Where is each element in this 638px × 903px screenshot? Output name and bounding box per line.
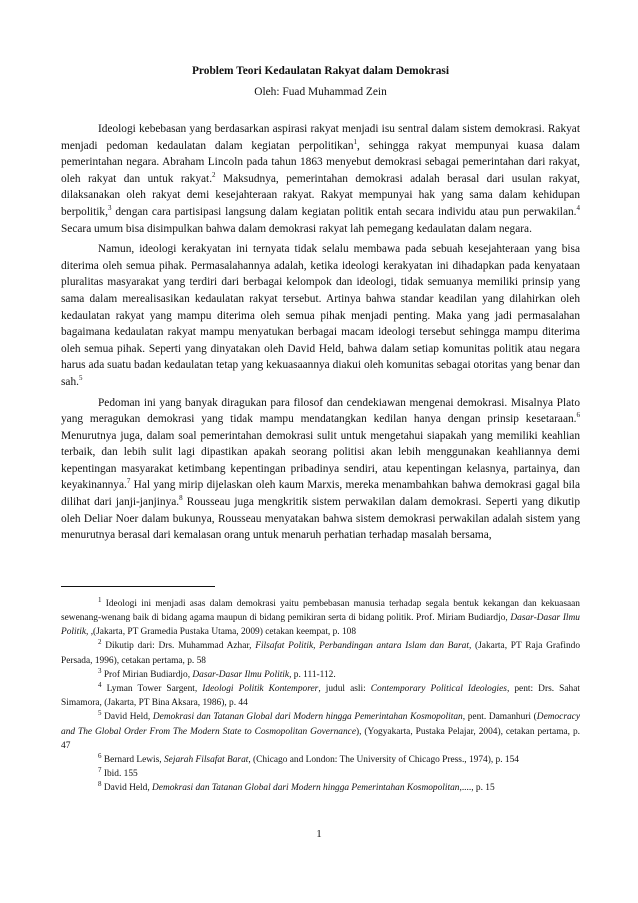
footnote-marker: 3 <box>98 666 102 675</box>
footnote-marker: 1 <box>98 595 102 604</box>
document-page <box>61 64 580 796</box>
footnote-marker: 7 <box>126 477 131 486</box>
page-number: 1 <box>316 828 322 840</box>
footnote: $^6$ Bernard Lewis, Sejarah Filsafat Barat, (Chicago and London: The University of Chicago Press., 1974), p. 154 <box>98 751 519 766</box>
cited-title: Demokrasi dan Tatanan Global dari Modern hingga Pemerintahan Kosmopolitan <box>152 783 460 794</box>
paragraph: Namun, ideologi kerakyatan ini ternyata tidak selalu membawa pada sebuah kesejahteraan yang bisa diterima oleh semua pihak. Permasalahannya adalah, ketika ideologi kerakyatan ini dihadapkan pada kenyataan pluralitas masyarakat yang terdiri dari berbagai kelompok dan ideologi, tidak semuanya memiliki prinsip yang sama dalam merealisasikan kedaulatan rakyat tersebut. Artinya bahwa standar keadilan yang dilahirkan oleh kedaulatan rakyat yang mampu diterima oleh semua pihak menjadi penting. Maka yang jadi permasalahan bagaimana kedaulatan rakyat mampu menyatukan berbagai macam ideologi tersebut sehingga mampu diterima oleh semua pihak. Seperti yang dinyatakan oleh David Held, bahwa dalam setiap komunitas politik atau negara harus ada suatu badan kedaulatan tetap yang kekuasaannya diakui oleh komunitas sebagai otoritas yang benar dan sah.$^5$ <box>61 243 580 388</box>
footnotes <box>61 597 580 796</box>
footnote-marker: 5 <box>78 374 83 383</box>
footnote-marker: 6 <box>576 411 580 420</box>
footnote-marker: 4 <box>98 680 102 689</box>
footnote: $^8$ David Held, Demokrasi dan Tatanan Global dari Modern hingga Pemerintahan Kosmopolitan,...., p. 15 <box>98 780 495 794</box>
footnote: $^4$ Lyman Tower Sargent, Ideologi Politik Kontemporer, judul asli: Contemporary Political Ideologies, pent: Drs. Sahat Simamora, (Jakarta, PT Bina Aksara, 1986), p. 44 <box>61 680 580 709</box>
footnote-marker: 3 <box>107 204 112 213</box>
footnote: $^5$ David Held, Demokrasi dan Tatanan Global dari Modern hingga Pemerintahan Kosmopolitan, pent. Damanhuri (Democracy and The Global Order From The Modern State to Cosmopolitan Governance), (Yogyakarta, Pustaka Pelajar, 2004), cetakan pertama, p. 47 <box>61 709 581 751</box>
cited-title: Dasar-Dasar Ilmu Politik <box>61 613 580 638</box>
footnote-divider <box>61 586 215 587</box>
paragraph: Pedoman ini yang banyak diragukan para filosof dan cendekiawan mengenai demokrasi. Misalnya Plato yang meragukan demokrasi yang tidak mampu mendatangkan kedilan hanya dengan prinsip kesetaraan.$^6$ Menurutnya juga, dalam soal pemerintahan demokrasi sulit untuk mengetahui siapakah yang memiliki keahlian terbaik, dan lebih sulit lagi dipastikan apakah seorang politisi akan lebih menggunakan keahliannya demi kepentingan masyarakat ketimbang kepentingan pribadinya sendiri, atau kepentingan kelasnya, partainya, dan keyakinannya.$^7$ Hal yang mirip dijelaskan oleh kaum Marxis, mereka menambahkan bahwa demokrasi gagal bila dilihat dari janji-janjinya.$^8$ Rousseau juga mengkritik sistem perwakilan dalam demokrasi. Seperti yang dikutip oleh Deliar Noer dalam bukunya, Rousseau menyatakan bahwa sistem demokrasi perwakilan adalah sistem yang menurutnya berasal dari kemalasan orang untuk menaruh perhatian terhadap masalah bersama, <box>61 396 581 542</box>
footnote-marker: 1 <box>353 137 358 146</box>
footnote-marker: 2 <box>212 171 216 179</box>
footnote: $^7$ Ibid. 155 <box>98 766 138 780</box>
cited-title: Contemporary Political Ideologies <box>370 684 507 695</box>
cited-title: Sejarah Filsafat Barat <box>163 755 249 766</box>
footnote: $^2$ Dikutip dari: Drs. Muhammad Azhar, Filsafat Politik, Perbandingan antara Islam dan Barat, (Jakarta, PT Raja Grafindo Persada, 1996), cetakan pertama, p. 58 <box>61 638 581 666</box>
cited-title: Democracy and The Global Order From The Modern State to Cosmopolitan Governance <box>61 712 581 737</box>
document-title: Problem Teori Kedaulatan Rakyat dalam Demokrasi <box>191 65 450 77</box>
cited-title: Filsafat Politik, Perbandingan antara Islam dan Barat <box>255 641 469 652</box>
footnote: $^1$ Ideologi ini menjadi asas dalam demokrasi yaitu pembebasan manusia terhadap segala bentuk kekangan dan kekuasaan sewenang-wenang baik di bidang agama maupun di bidang pemikiran serta di bidang politik. Prof. Miriam Budiardjo, Dasar-Dasar Ilmu Politik, ,(Jakarta, PT Gramedia Pustaka Utama, 2009) cetakan keempat, p. 108 <box>61 595 580 638</box>
author-line: Oleh: Fuad Muhammad Zein <box>254 86 387 98</box>
paragraph: Ideologi kebebasan yang berdasarkan aspirasi rakyat menjadi isu sentral dalam sistem demokrasi. Rakyat menjadi pedoman kedaulatan dalam kegiatan perpolitikan$^1$, sehingga rakyat mempunyai kuasa dalam pemerintahan negara. Abraham Lincoln pada tahun 1863 menyebut demokrasi sebagai pemerintahan dari rakyat, oleh rakyat dan untuk rakyat.$^2$ Maksudnya, pemerintahan demokrasi adalah berasal dari usulan rakyat, dilaksanakan oleh rakyat demi kesejahteraan rakyat. Rakyat mempunyai hak yang sama dalam kehidupan berpolitik,$^3$ dengan cara partisipasi langsung dalam kegiatan politik entah secara individu atau pun perwakilan.$^4$ Secara umum bisa disimpulkan bahwa dalam demokrasi rakyat lah pemegang kedaulatan dalam negara. <box>61 123 580 235</box>
cited-title: Demokrasi dan Tatanan Global dari Modern hingga Pemerintahan Kosmopolitan <box>152 712 463 723</box>
footnote-marker: 2 <box>98 638 102 647</box>
body-text <box>61 121 580 544</box>
cited-title: Ideologi Politik Kontemporer <box>202 684 319 695</box>
footnote-marker: 7 <box>98 766 102 775</box>
footnote-marker: 8 <box>98 780 102 789</box>
footnote-marker: 4 <box>576 204 580 213</box>
cited-title: Dasar-Dasar Ilmu Politik <box>192 669 290 680</box>
footnote: $^3$ Prof Mirian Budiardjo, Dasar-Dasar Ilmu Politik, p. 111-112. <box>98 666 336 680</box>
footnote-marker: 5 <box>98 709 102 718</box>
footnote-marker: 8 <box>179 494 183 503</box>
footnote-marker: 6 <box>98 751 102 760</box>
